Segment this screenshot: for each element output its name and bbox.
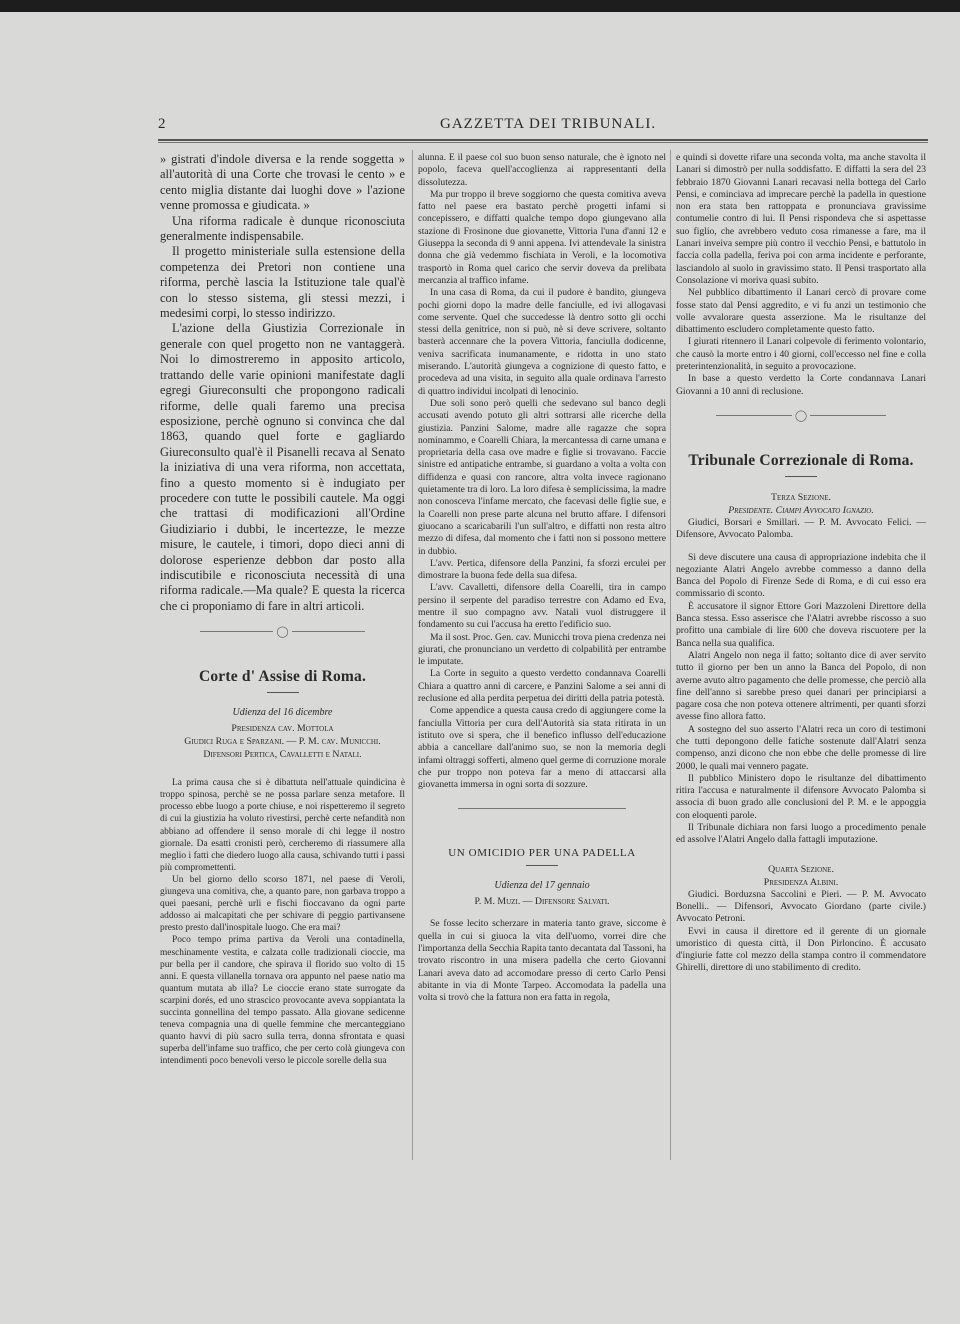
paragraph: L'avv. Cavalletti, difensore della Coarelli, tira in campo persino il serpente del paradiso terrestre con Adamo ed Eva, mentre il suo compagno avv. Natali vuol distruggere il fondamento su cui l'accusa ha eretto l'edificio suo. [418,582,666,631]
paragraph: In base a questo verdetto la Corte condannava Lanari Giovanni a 10 anni di reclusione. [676,373,926,397]
title-rule [267,692,299,693]
paragraph: Come appendice a questa causa credo di aggiungere come la fanciulla Vittoria per cura dell'Autorità sia stata ritirata in un istituto ove si spera, che il benefico influsso dell'educazione abbia a cancellare dall'animo suo, se non la memoria degli infami oltraggi sofferti, almeno quel germe di corruzione morale che pur troppo non poteva far a meno di attaccarsi alla giovanetta immersa in ogni sorta di sozzure. [418,705,666,791]
header-rule [158,139,928,141]
column-2 [418,152,666,1162]
scan-top-edge [0,0,960,12]
paragraph: Il Tribunale dichiara non farsi luogo a procedimento penale ed assolve l'Alatri Angelo dalla fattagli imputazione. [676,822,926,846]
paragraph: Se fosse lecito scherzare in materia tanto grave, siccome è quella in cui si giuoca la vita dell'uomo, vorrei dire che l'importanza della Secchia Rapita tanto decantata dal Tassoni, ha trovato riscontro in una misera padella che certo Giovanni Lanari aveva dato ad accomodare presso di certo Carlo Pensi abitante in via di Monte Tarpeo. Accomodata la padella una volta si trovò che la fattura non era fatta in regola, [418,918,666,1004]
column-divider [412,150,413,1160]
column-1 [160,152,405,1152]
section-title: Tribunale Correzionale di Roma. [688,451,914,469]
paragraph: Un bel giorno dello scorso 1871, nel paese di Veroli, giungeva una comitiva, che, a quanto pare, non garbava troppo a quei paesani, perchè urli e fischi fioccavano da ogni parte addosso ai malcapitati che per schivare di peggio partivansene presto presto dall'inospitale luogo. Che era mai? [160,874,405,934]
title-rule [526,865,558,866]
paragraph: Alatri Angelo non nega il fatto; soltanto dice di aver servito tutto il giorno per ben un anno la Banca del Popolo, di non averne avuto altro pagamento che delle promesse, che perciò alla fine dell'anno si sarebbe preso quei danari per principiarsi a pagare cosa che non poteva ottenere altrimenti, per quanti sforzi avesse fino allora fatto. [676,649,926,723]
page-header [158,116,928,138]
court-composition: Presidenza cav. Mottola [231,723,334,735]
court-composition: Presidenza Albini. [763,876,839,888]
paragraph: Il progetto ministeriale sulla estensione della competenza dei Pretori non contiene una riforma, perchè lascia la Istituzione tale qual'è con lo stesso sistema, gli stessi mezzi, i medesimi corpi, lo stesso indirizzo. [160,244,405,321]
paragraph: Poco tempo prima partiva da Veroli una contadinella, meschinamente vestita, e calzata colle tradizionali cioccie, ma pur bella per il candore, che spirava il florido suo volto di 15 anni. E questa villanella tornava ora appunto nel paese natio ma quantum mutata ab illa? Le cioccie erano state surrogate da scarpini dorés, ed uno strascico provocante aveva soppiantata la succinta gonnellina del tempo passato. Alla giovane sedicenne teneva compagnia una di quelle femmine che mercanteggiano quanto havvi di più sacro sulla terra, donna sfrontata e quasi superba dell'infame suo traffico, che per certo colà giungeva con intendimenti poco benevoli verso le piccole sorelle della sua [160,935,405,1067]
paragraph: Giudici. Borduzsna Saccolini e Pieri. — P. M. Avvocato Bonelli.. — Difensori, Avvocato Giordano (parte civile.) Avvocato Petroni. [676,888,926,925]
paragraph: I giurati ritennero il Lanari colpevole di ferimento volontario, che causò la morte entro i 40 giorni, coll'eccesso nel fine e colla preterintenzionalità, in seguito a provocazione. [676,336,926,373]
section-subtitle: Terza Sezione. [771,491,831,503]
paragraph: Due soli sono però quelli che sedevano sul banco degli accusati avendo potuto gli altri sottrarsi alle ricerche della giustizia. Panzini Salome, madre alle ragazze che sopra nominammo, e Coarelli Chiara, la mercantessa di carne umana e proprietaria della casa ove madre e figlie si trovavano. Faccie sinistre ed antipatiche entrambe, si guardano a volta a volta con diffidenza e quasi con rancore, altra volta invece ragionano quietamente tra di loro. La loro difesa è semplicissima, la madre non conosceva l'infame mercato, che facevasi delle figlie sue, e la Coarelli non prese parte alcuna nel brutto affare. I difensori giuocano a scaricabarili l'un sull'altro, e diffatti non resta altro mezzo di difesa, dal momento che i fatti non si possono mettere in dubbio. [418,397,666,557]
section-title: Corte d' Assise di Roma. [198,668,367,686]
paragraph: Ma il sost. Proc. Gen. cav. Municchi trova piena credenza nei giurati, che pronunciano un verdetto di colpabilità per entrambe le imputate. [418,631,666,668]
paragraph: Una riforma radicale è dunque riconosciuta generalmente indispensabile. [160,213,405,244]
paragraph: Nel pubblico dibattimento il Lanari cercò di provare come fosse stato dal Pensi aggredito, e vi fu anzi un testimonio che volle avvalorare questa asserzione. Ma le risultanze del dibattimento escludero completamente questo fatto. [676,287,926,336]
paragraph: e quindi si dovette rifare una seconda volta, ma anche stavolta il Lanari si dimostrò per nulla soddisfatto. E diffatti la sera del 23 febbraio 1870 Giovanni Lanari recavasi nella bottega del Carlo Pensi, e cominciava ad imprecare perchè la padella in questione non era stata ben rattoppata e pronunciava gravissime contumelie contro di lui. Il Pensi rispondeva che si aspettasse suo figlio, che avrebbero veduto cosa rimanesse a fare, ma il Lanari inveiva sempre più contro il vecchio Pensi, e battutolo in faccia colla padella, feriva poi con arma incidente e perforante, lasciandolo al suolo in gravissimo stato. Il Pensi trasportato alla Consolazione vi moriva quasi subito. [676,152,926,286]
paragraph: L'azione della Giustizia Correzionale in generale con quel progetto non ne vantaggerà. Noi lo dimostreremo in apposito articolo, trattando delle varie opinioni manifestate dagli egregi Giureconsulti che propongono radicali riforme, delle quali faremo una precisa esposizione, perchè ognuno si convinca che dal 1863, quando quel forte e gagliardo Giureconsulto qual'è il Pisanelli recava al Senato la iniziativa di una vera riforma, non accettata, fino a questo momento si è indugiato per procedere con tutte le possibili cautele. Ma oggi che trattasi di modificazioni all'Ordine Giudiziario i dubbi, le incertezze, le mezze misure, le cautele, i timori, dopo dieci anni di dolorose esperienze debbon dar posto alla indiscutibile e riconosciuta necessità di una riforma radicale.—Ma quale? E questa la ricerca che ci proponiamo di fare in altri articoli. [160,321,405,613]
session-date: Udienza del 17 gennaio [494,880,590,892]
page-number: 2 [158,116,166,132]
title-rule [785,476,817,477]
paragraph: alunna. E il paese col suo buon senso naturale, che è ignoto nel popolo, faceva quell'accoglienza ai rappresentanti della dissolutezza. [418,152,666,188]
paragraph: L'avv. Pertica, difensore della Panzini, fa sforzi erculei per dimostrare la buona fede della sua difesa. [418,557,666,582]
court-composition: Giudici Ruga e Sparzani. — P. M. cav. Municchi. [184,736,381,748]
paragraph: Ma pur troppo il breve soggiorno che questa comitiva aveva fatto nel paese era bastato perchè progetti infami si concepissero, e diffatti qualche tempo dopo giungevano alla stazione di Frosinone due giovanette, Vittoria l'una d'anni 12 e Giuseppa la seconda di 9 anni appena. Ivi attendevale la sinistra donna che già vedemmo fischiata in Veroli, e la locomotiva trasportò in Roma quel carico che servir doveva da prelibata mercanzia al traffico infame. [418,188,666,286]
section-ornament [418,799,666,819]
court-composition: Difensori Pertica, Cavalletti e Natali. [203,749,362,761]
paragraph: In una casa di Roma, da cui il pudore è bandito, giungeva pochi giorni dopo la madre delle fanciulle, ed ivi allogavasi come serventе. Quel che succedesse là dentro sotto gli occhi stessi della genitrice, non si può, nè si deve scrivere, soltanto basterà accennare che la povera Vittoria, fanciulla dodicenne, veniva sacrificata inumanamente, e ridotta in uno stato miserando. L'autorità giungeva a cognizione di questo fatto, e procedeva ad una visita, in seguito alla quale ordinava l'arresto di quattro individui incolpati di lenocinio. [418,287,666,397]
header-rule-thin [158,142,928,143]
paragraph: La Corte in seguito a questo verdetto condannava Coarelli Chiara a quattro anni di carcere, e Panzini Salome a sei anni di reclusione ed alla perdita perpetua dei diritti della patria potestà. [418,668,666,705]
section-ornament: ◯ [676,406,926,426]
column-3 [676,152,926,1122]
paragraph: A sostegno del suo asserto l'Alatri reca un coro di testimoni che tutti depongono delle fatiche sostenute dall'Alatri senza compenso, anzi dicono che non ebbe che delle promesse di lire 2000, le quali mai vennero pagate. [676,723,926,772]
section-subtitle: Quarta Sezione. [768,863,834,875]
paragraph: È accusatore il signor Ettore Gori Mazzoleni Direttore della Banca stessa. Esso asserisce che l'Alatri avrebbe riscosso a suo profitto una cambiale di lire 600 che doveva riscuotere per la Banca nella sua qualifica. [676,600,926,649]
paragraph: Si deve discutere una causa di appropriazione indebita che il negoziante Alatri Angelo avrebbe commesso a danno della Banca del Popolo di Firenze Sede di Roma, e di cui esso era commissario di sconto. [676,551,926,600]
paragraph: Evvi in causa il direttore ed il gerente di un giornale umoristico di questa città, il Don Pirloncino. È accusato d'ingiurie fatte col mezzo della stampa contro il commendatore Ghirelli, direttore di uno stabilimento di credito. [676,925,926,974]
paragraph: La prima causa che si è dibattuta nell'attuale quindicina è troppo spinosa, perchè se ne possa parlare senza metafore. Il processo ebbe luogo a porte chiuse, e noi rispetteremo il segreto di cui la giustizia ha voluto rivestirsi, perchè certe nefandità non abbiano ad offendere il senso morale di chi legge il nostro giornale. Da esatti cronisti però, cercheremo di riassumere alla meglio i fatti che diedero luogo alla causa, schivando tutti i passi più compromettenti. [160,778,405,873]
court-composition: Presidente. Ciampi Avvocato Ignazio. [728,504,874,516]
section-ornament: ◯ [160,622,405,642]
newspaper-title: GAZZETTA DEI TRIBUNALI. [440,116,657,132]
court-composition: Giudici, Borsari e Smillari. — P. M. Avvocato Felici. — Difensore, Avvocato Palomba. [676,516,926,541]
column-divider [670,150,671,1160]
court-composition: P. M. Muzi. — Difensore Salvati. [474,896,610,908]
article-title: UN OMICIDIO PER UNA PADELLA [448,847,636,860]
paragraph: » gistrati d'indole diversa e la rende soggetta » all'autorità di una Corte che trovasi le cento » e cento miglia distante dai luoghi dove » l'azione venne promossa e giudicata. » [160,152,405,213]
session-date: Udienza del 16 dicembre [232,707,333,719]
paragraph: Il pubblico Ministero dopo le risultanze del dibattimento ritira l'accusa e naturalmente il difensore Avvocato Palomba si associa di buon grado alle conclusioni del P. M. e le appoggia con eloquenti parole. [676,772,926,821]
